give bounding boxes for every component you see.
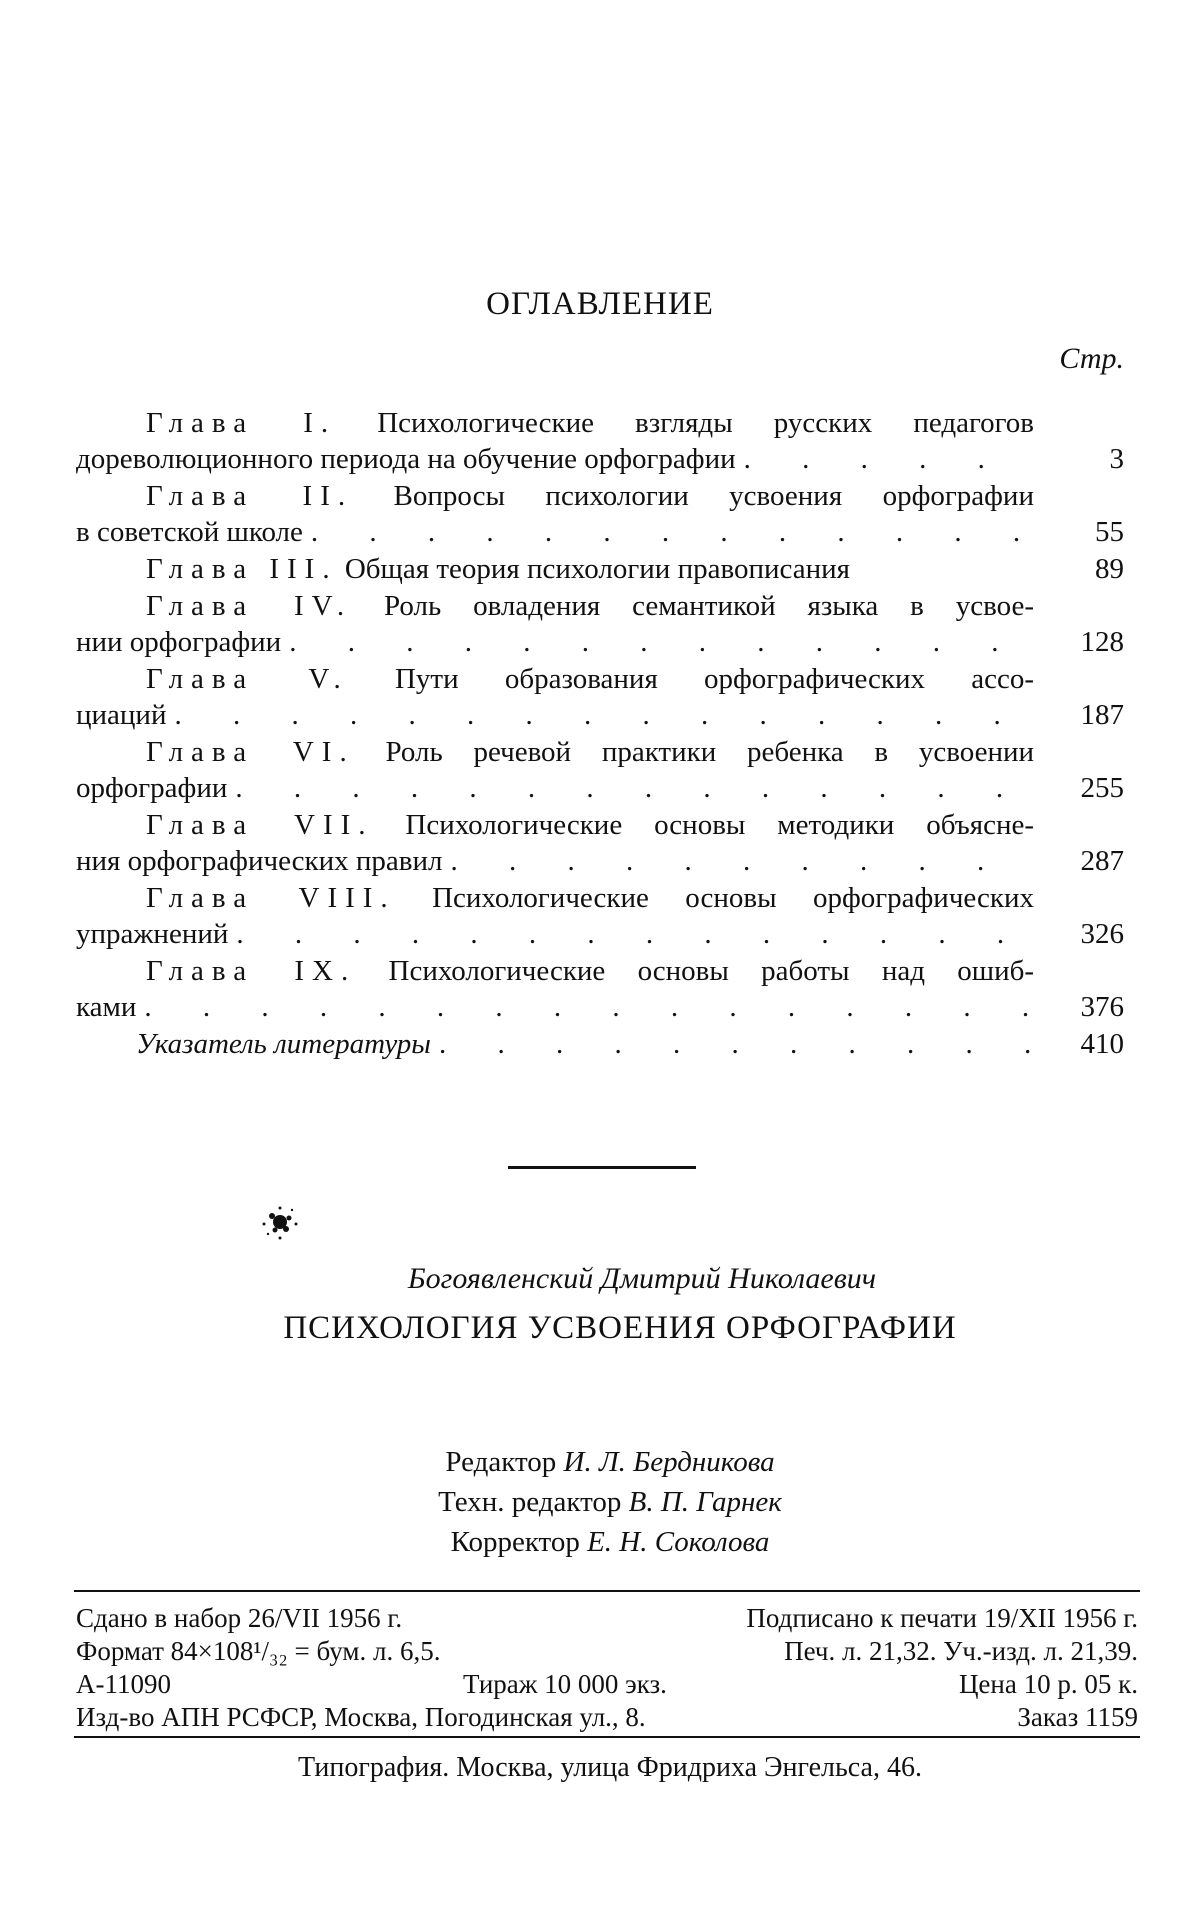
imprint-cell: Заказ 1159 xyxy=(1017,1702,1138,1732)
chapter-label: Глава III. xyxy=(146,553,338,585)
dot-leader xyxy=(439,1026,1034,1062)
credit-role: Редактор xyxy=(445,1446,557,1478)
toc-entry xyxy=(76,551,1124,587)
credit-name: Е. Н. Соколова xyxy=(587,1526,770,1558)
imprint-cell: Печ. л. 21,32. Уч.-изд. л. 21,39. xyxy=(784,1636,1138,1666)
toc-entry xyxy=(76,588,1124,660)
imprint-row xyxy=(76,1668,1138,1701)
toc-entry xyxy=(76,1026,1124,1062)
imprint-block xyxy=(76,1602,1138,1734)
toc-entry xyxy=(76,953,1124,1025)
page-number: 255 xyxy=(1080,772,1124,804)
toc-entry xyxy=(76,807,1124,879)
credit-role: Техн. редактор xyxy=(438,1486,622,1518)
toc-entry xyxy=(76,880,1124,952)
page-number: 55 xyxy=(1095,516,1124,548)
imprint-cell: Формат 84×108¹/₃₂ = бум. л. 6,5. xyxy=(76,1636,441,1666)
chapter-label: Глава IV. xyxy=(146,590,353,622)
chapter-title-line1: Общая теория психологии правописания xyxy=(344,553,850,585)
dot-leader xyxy=(289,624,1034,660)
imprint-cell: Изд-во АПН РСФСР, Москва, Погодинская ул., 8. xyxy=(76,1702,646,1732)
chapter-title-line1: Роль речевой практики ребенка в усвоении xyxy=(385,736,1034,768)
chapter-label: Глава VII. xyxy=(146,809,374,841)
chapter-title-line1: Роль овладения семантикой языка в усвое- xyxy=(384,590,1035,622)
dot-leader xyxy=(235,770,1034,806)
section-divider xyxy=(508,1166,696,1169)
imprint-top-rule xyxy=(74,1590,1140,1592)
toc-entry xyxy=(76,734,1124,806)
imprint-row xyxy=(76,1602,1138,1635)
chapter-title-line2: циаций xyxy=(76,699,167,731)
bibliography-title: Указатель литературы xyxy=(136,1028,431,1060)
toc-title: ОГЛАВЛЕНИЕ xyxy=(486,286,714,322)
dot-leader xyxy=(311,514,1034,550)
dot-leader xyxy=(144,989,1034,1025)
page-number: 287 xyxy=(1080,845,1124,877)
imprint-row xyxy=(76,1635,1138,1668)
chapter-label: Глава V. xyxy=(146,663,349,695)
chapter-title-line1: Вопросы психологии усвоения орфографии xyxy=(393,480,1034,512)
toc-entry xyxy=(76,661,1124,733)
chapter-title-line2: орфографии xyxy=(76,772,228,804)
page-number: 187 xyxy=(1080,699,1124,731)
credit-name: И. Л. Бердникова xyxy=(563,1446,775,1478)
chapter-title-line2: в советской школе xyxy=(76,516,303,548)
book-author: Богоявленский Дмитрий Николаевич xyxy=(407,1262,877,1295)
chapter-label: Глава I. xyxy=(146,407,337,439)
imprint-bottom-rule xyxy=(74,1736,1140,1738)
credit-name: В. П. Гарнек xyxy=(628,1486,782,1518)
chapter-label: Глава VI. xyxy=(146,736,355,768)
imprint-cell: Подписано к печати 19/XII 1956 г. xyxy=(746,1603,1138,1633)
page-number: 410 xyxy=(1080,1028,1124,1060)
chapter-title-line1: Психологические основы работы над ошиб- xyxy=(388,955,1034,987)
table-of-contents xyxy=(76,405,1124,1063)
imprint-cell: Тираж 10 000 экз. xyxy=(463,1669,667,1699)
credit-line xyxy=(20,1442,1200,1482)
chapter-label: Глава II. xyxy=(146,480,354,512)
page-column-label: Стр. xyxy=(1059,342,1124,375)
credits xyxy=(0,1442,1200,1562)
chapter-title-line2: упражнений xyxy=(76,918,229,950)
dot-leader xyxy=(236,916,1034,952)
chapter-title-line2: дореволюционного периода на обучение орфографии xyxy=(76,443,736,475)
dot-leader xyxy=(744,441,1034,477)
dot-leader xyxy=(174,697,1034,733)
dot-leader xyxy=(450,843,1034,879)
credit-role: Корректор xyxy=(450,1526,580,1558)
chapter-title-line1: Психологические основы орфографических xyxy=(432,882,1034,914)
chapter-title-line1: Пути образования орфографических ассо- xyxy=(394,663,1034,695)
credit-line xyxy=(20,1482,1200,1522)
chapter-title-line2: ния орфографических правил xyxy=(76,845,443,877)
page-number: 89 xyxy=(1095,553,1124,585)
credit-line xyxy=(20,1522,1200,1562)
chapter-title-line2: нии орфографии xyxy=(76,626,282,658)
imprint-cell: Цена 10 р. 05 к. xyxy=(958,1669,1138,1699)
chapter-title-line2: ками xyxy=(76,991,137,1023)
page-number: 128 xyxy=(1080,626,1124,658)
imprint-cell: А-11090 xyxy=(76,1669,171,1699)
page-number: 376 xyxy=(1080,991,1124,1023)
page-number: 3 xyxy=(1109,443,1124,475)
chapter-title-line1: Психологические взгляды русских педагогов xyxy=(377,407,1034,439)
chapter-title-line1: Психологические основы методики объясне- xyxy=(405,809,1035,841)
chapter-label: Глава VIII. xyxy=(146,882,396,914)
printer-line: Типография. Москва, улица Фридриха Энгельса, 46. xyxy=(298,1752,922,1783)
chapter-label: Глава IX. xyxy=(146,955,357,987)
ornament-icon xyxy=(250,1194,310,1250)
book-title: ПСИХОЛОГИЯ УСВОЕНИЯ ОРФОГРАФИИ xyxy=(283,1310,957,1346)
imprint-cell: Сдано в набор 26/VII 1956 г. xyxy=(76,1603,403,1633)
imprint-row xyxy=(76,1701,1138,1734)
toc-entry xyxy=(76,478,1124,550)
page-number: 326 xyxy=(1080,918,1124,950)
toc-entry xyxy=(76,405,1124,477)
